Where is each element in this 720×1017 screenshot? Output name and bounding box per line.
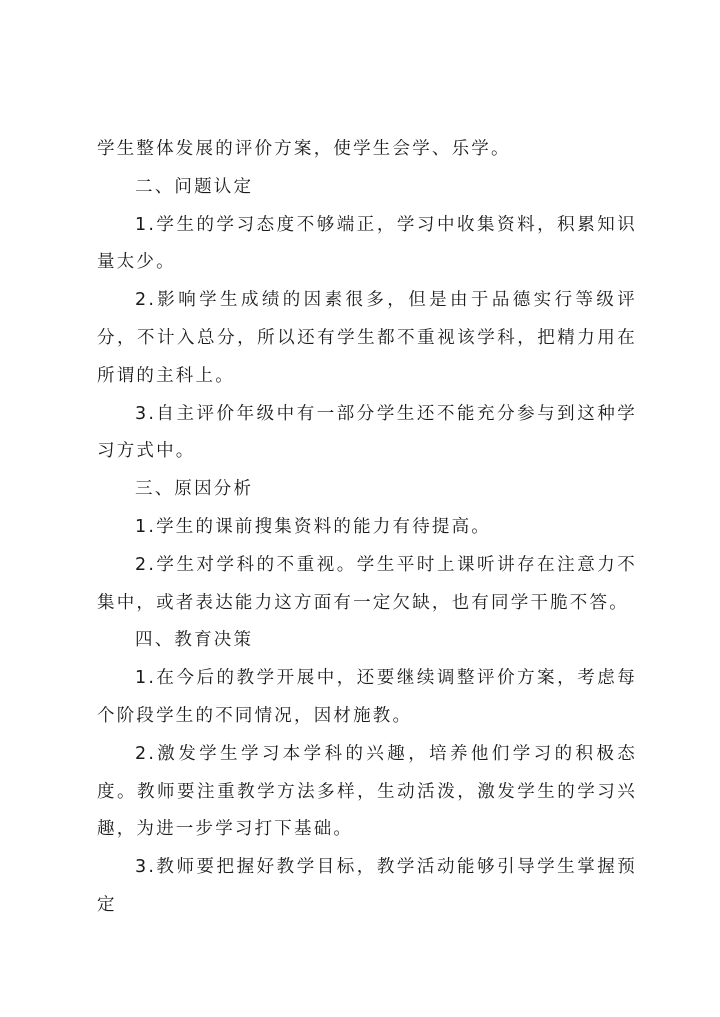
paragraph-cause-2: 2.学生对学科的不重视。学生平时上课听讲存在注意力不集中，或者表达能力这方面有一定欠缺，也有同学干脆不答。 xyxy=(97,554,637,613)
section-heading-decision: 四、教育决策 xyxy=(135,630,254,651)
section-heading-problem: 二、问题认定 xyxy=(135,176,254,197)
section-heading-cause: 三、原因分析 xyxy=(135,479,254,500)
paragraph-problem-1: 1.学生的学习态度不够端正，学习中收集资料，积累知识量太少。 xyxy=(97,214,637,273)
paragraph-decision-3: 3.教师要把握好教学目标，教学活动能够引导学生掌握预定 xyxy=(97,857,637,915)
paragraph-problem-2: 2.影响学生成绩的因素很多，但是由于品德实行等级评分，不计入总分，所以还有学生都不重视该学科，把精力用在所谓的主科上。 xyxy=(97,290,637,386)
document-body xyxy=(97,131,637,925)
paragraph-decision-1: 1.在今后的教学开展中，还要继续调整评价方案，考虑每个阶段学生的不同情况，因材施教。 xyxy=(97,668,637,726)
paragraph-decision-2: 2.激发学生学习本学科的兴趣，培养他们学习的积极态度。教师要注重教学方法多样，生动活泼，激发学生的学习兴趣，为进一步学习打下基础。 xyxy=(97,743,637,840)
paragraph-continuation: 学生整体发展的评价方案，使学生会学、乐学。 xyxy=(97,139,511,159)
paragraph-cause-1: 1.学生的课前搜集资料的能力有待提高。 xyxy=(135,516,491,537)
paragraph-problem-3: 3.自主评价年级中有一部分学生还不能充分参与到这种学习方式中。 xyxy=(97,403,637,462)
